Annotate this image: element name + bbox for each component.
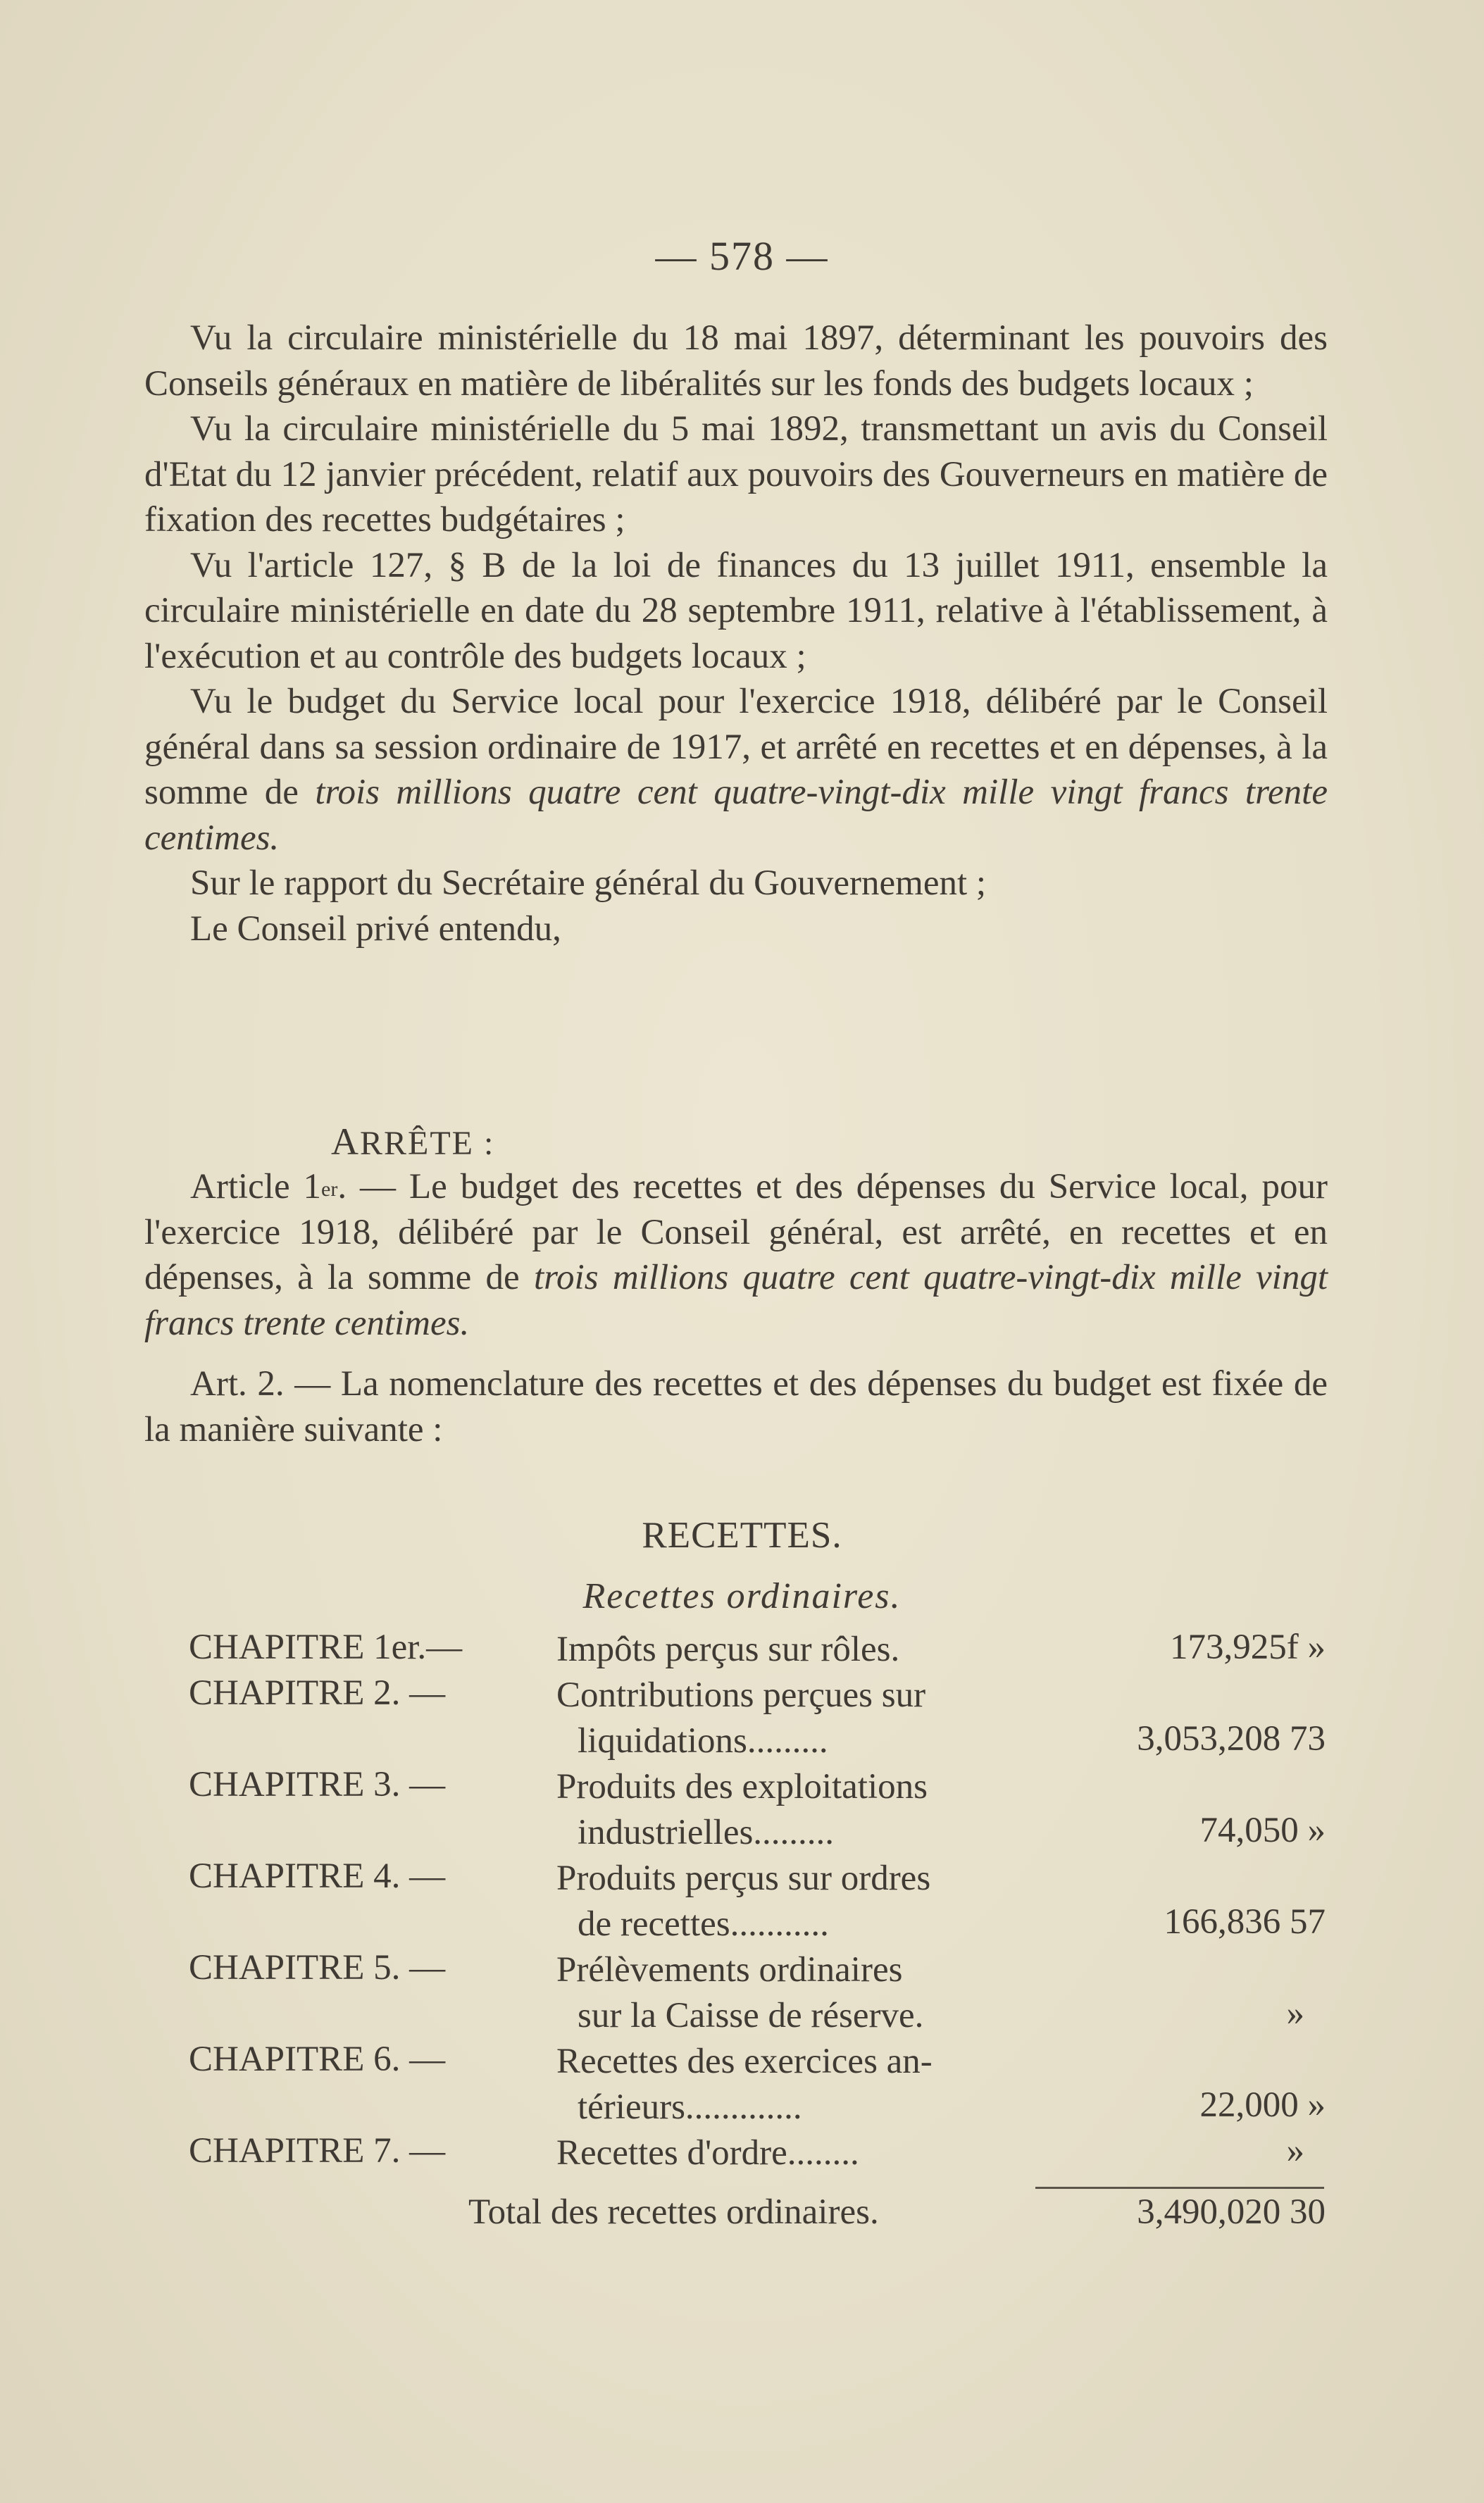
article-1 (144, 1164, 1328, 1346)
article-1-label: Article 1 (190, 1167, 322, 1206)
paragraph-rapport: Sur le rapport du Secrétaire général du Gouvernement ; (190, 863, 987, 903)
paragraph-conseil-prive: Le Conseil privé entendu, (190, 909, 561, 949)
total-rule (1035, 2187, 1324, 2189)
articles (144, 1164, 1328, 1452)
article-2: Art. 2. — La nomenclature des recettes et des dépenses du budget est fixée de la manière suivante : (144, 1364, 1328, 1449)
chapter-amount: 3,053,208 73 (1137, 1719, 1326, 1759)
chapter-line-1: Produits des exploitations (556, 1767, 928, 1806)
chapter-amount: » (1286, 1994, 1304, 2033)
chapter-label: CHAPITRE 7. — (189, 2131, 446, 2171)
chapter-label: CHAPITRE 3. — (189, 1765, 446, 1804)
chapter-amount: 74,050 » (1199, 1811, 1326, 1850)
arrete-initial: A (331, 1121, 360, 1163)
chapter-line-1: Recettes d'ordre........ (556, 2133, 859, 2173)
chapter-line-2: industrielles......... (578, 1813, 835, 1852)
chapter-description (556, 1764, 1035, 1856)
arrete-rest: RRÊTE : (360, 1125, 495, 1162)
chapter-line-1: Contributions perçues sur (556, 1675, 926, 1715)
chapter-amount: 173,925f » (1170, 1628, 1326, 1667)
chapter-line-1: Prélèvements ordinaires (556, 1950, 903, 1990)
chapter-line-2: liquidations......... (578, 1721, 828, 1761)
chapter-label: CHAPITRE 1er.— (189, 1628, 463, 1667)
total-label: Total des recettes ordinaires. (468, 2192, 879, 2232)
chapter-amount: » (1286, 2131, 1304, 2171)
recettes-subtitle: Recettes ordinaires. (582, 1576, 902, 1616)
chapter-label: CHAPITRE 5. — (189, 1948, 446, 1987)
paragraph-article-127: Vu l'article 127, § B de la loi de finances du 13 juillet 1911, ensemble la circulaire ministérielle en date du 28 septembre 1911, relative à l'établissement, à l'exécution et au contrôle des budgets locaux ; (144, 545, 1328, 676)
chapter-description (556, 1856, 1035, 1947)
chapter-amount: 22,000 » (1199, 2085, 1326, 2125)
chapter-line-1: Recettes des exercices an- (556, 2042, 933, 2081)
chapter-line-2: sur la Caisse de réserve. (578, 1996, 924, 2035)
chapter-label: CHAPITRE 6. — (189, 2040, 446, 2079)
total-amount: 3,490,020 30 (1137, 2192, 1326, 2232)
article-1-amount-words: trois millions quatre cent quatre-vingt-dix mille vingt francs trente centimes. (144, 1258, 1328, 1343)
chapter-line-1: Produits perçus sur ordres (556, 1859, 931, 1898)
chapter-description (556, 1673, 1035, 1764)
chapter-line-2: térieurs............. (578, 2087, 802, 2127)
article-1-text: . — Le budget des recettes et des dépenses du Service local, pour l'exercice 1918, délibéré par le Conseil général, est arrêté, en recettes et en dépenses, à la somme de (144, 1167, 1328, 1297)
budget-amount-words: trois millions quatre cent quatre-vingt-dix mille vingt francs trente centimes. (144, 773, 1328, 858)
paragraph-circulaire-1897: Vu la circulaire ministérielle du 18 mai 1897, déterminant les pouvoirs des Conseils généraux en matière de libéralités sur les fonds des budgets locaux ; (144, 318, 1328, 404)
arrete-heading (331, 1120, 494, 1163)
paragraph-budget-1918 (144, 679, 1328, 861)
chapter-label: CHAPITRE 2. — (189, 1673, 446, 1713)
recettes-title: RECETTES. (642, 1515, 842, 1556)
chapter-description (556, 1947, 1035, 2039)
chapter-label: CHAPITRE 4. — (189, 1856, 446, 1896)
page-number: — 578 — (655, 233, 829, 279)
article-1-sup: er (321, 1178, 338, 1201)
chapter-description (556, 1627, 1035, 1673)
chapter-line-2: de recettes........... (578, 1904, 829, 1944)
budget-text: Vu le budget du Service local pour l'exercice 1918, délibéré par le Conseil général dans sa session ordinaire de 1917, et arrêté en recettes et en dépenses, à la somme de (144, 682, 1328, 812)
chapter-description (556, 2039, 1035, 2130)
chapter-amount: 166,836 57 (1164, 1902, 1326, 1942)
chapter-line-1: Impôts perçus sur rôles. (556, 1630, 900, 1669)
paragraph-circulaire-1892: Vu la circulaire ministérielle du 5 mai 1892, transmettant un avis du Conseil d'Etat du 12 janvier précédent, relatif aux pouvoirs des Gouverneurs en matière de fixation des recettes budgétaires ; (144, 409, 1328, 539)
preamble (144, 316, 1328, 951)
chapter-description (556, 2130, 1035, 2176)
